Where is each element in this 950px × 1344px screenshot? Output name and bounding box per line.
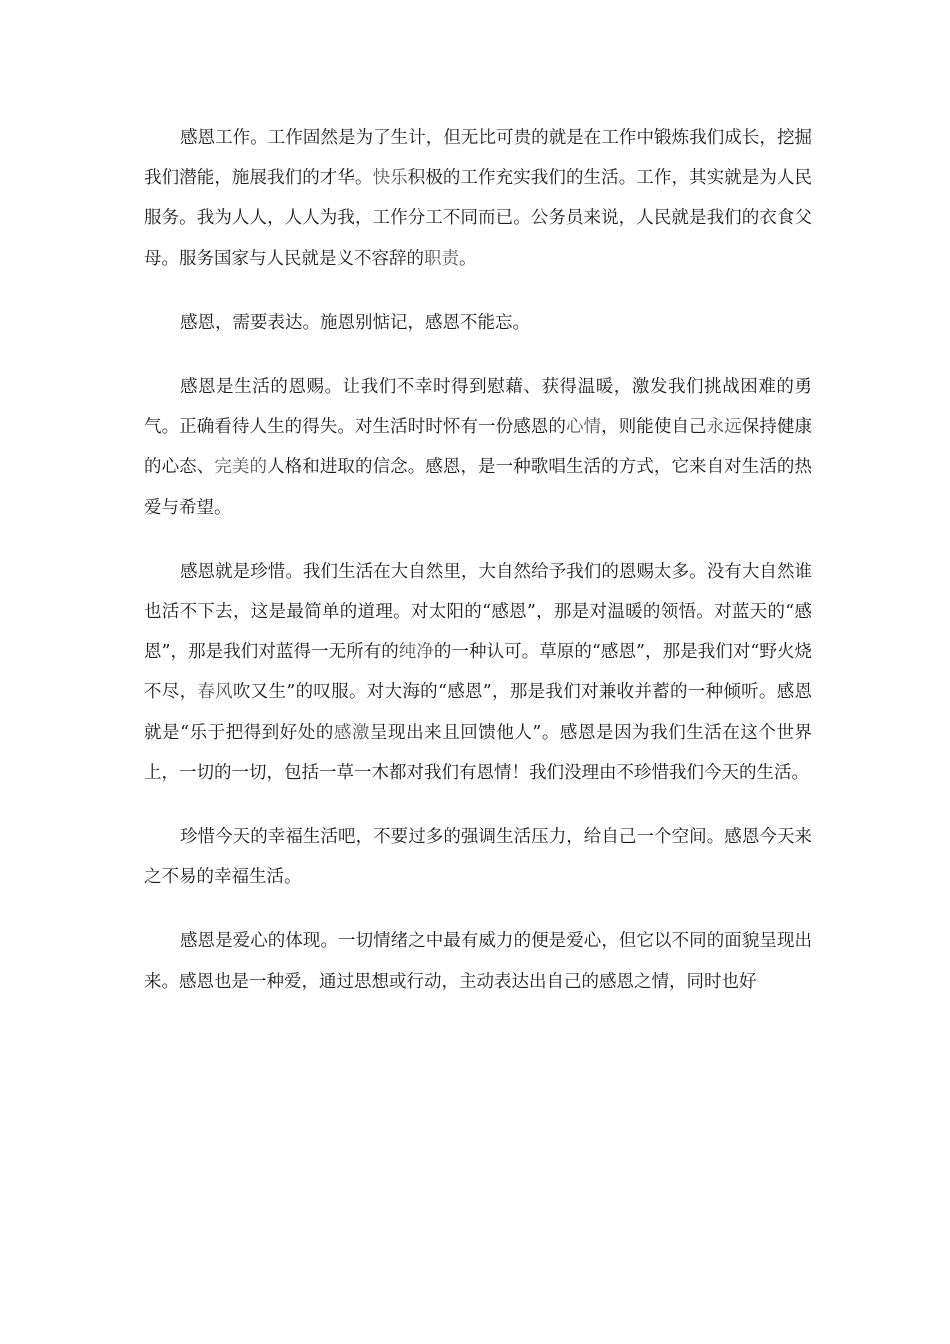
- paragraph-text: 珍惜今天的幸福生活吧，不要过多的强调生活压力，给自己一个空间。感恩今天来之不易的幸福生活。: [144, 827, 812, 888]
- paragraph-gratitude-gift: [144, 367, 812, 528]
- paragraph-text: 吹又生”的叹服。对大海的“感恩”，那是我们对兼收并蓄的一种倾听。感恩就是“乐于把得到好处的: [144, 682, 813, 743]
- link-text-ganji[interactable]: 感激: [333, 722, 371, 743]
- paragraph-text: 积极的工作充实我们的生活。工作，其实就是为人民服务。我为人人，人人为我，工作分工不同而已。公务员来说，人民就是我们的衣食父母。服务国家与人民就是义不容辞的: [144, 168, 813, 269]
- paragraph-cherish-today: [144, 817, 812, 897]
- paragraph-text: 感恩工作。工作固然是为了生计，但无比可贵的就是在工作中锻炼我们成长，挖掘我们潜能，施展我们的才华。: [144, 128, 812, 189]
- link-text-yongyuan[interactable]: 永远: [706, 417, 742, 438]
- paragraph-text: 。: [459, 248, 477, 269]
- link-text-chunjing[interactable]: 纯净: [398, 642, 434, 663]
- link-text-xinqing[interactable]: 心情: [565, 417, 602, 438]
- paragraph-text: ，则能使自己: [601, 417, 707, 438]
- link-text-zhize[interactable]: 职责: [424, 248, 459, 269]
- paragraph-text: 感恩，需要表达。施恩别惦记，感恩不能忘。: [180, 312, 530, 333]
- link-text-kuaile[interactable]: 快乐: [372, 168, 408, 189]
- paragraph-gratitude-love: [144, 921, 812, 1001]
- paragraph-text: 感恩是爱心的体现。一切情绪之中最有威力的便是爱心，但它以不同的面貌呈现出来。感恩也是一种爱，通过思想或行动，主动表达出自己的感恩之情，同时也好: [144, 931, 812, 992]
- paragraph-gratitude-cherish: [144, 552, 812, 793]
- paragraph-text: 感恩就是珍惜。我们生活在大自然里，大自然给予我们的恩赐太多。没有大自然谁也活不下去，这是最简单的道理。对太阳的“感恩”，那是对温暖的领悟。对蓝天的“感恩”，那是我们对蓝得一无所有的: [144, 561, 812, 663]
- paragraph-text: 呈现出来且回馈他人”。感恩是因为我们生活在这个世界上，一切的一切，包括一草一木都对我们有恩情！我们没理由不珍惜我们今天的生活。: [144, 722, 812, 783]
- paragraph-gratitude-work: [144, 118, 812, 279]
- document-body: [144, 118, 812, 1026]
- paragraph-text: 人格和进取的信念。感恩，是一种歌唱生活的方式，它来自对生活的热爱与希望。: [144, 457, 813, 518]
- paragraph-text: 感恩是生活的恩赐。让我们不幸时得到慰藉、获得温暖，激发我们挑战困难的勇气。正确看待人生的得失。对生活时时怀有一份感恩的: [144, 377, 812, 438]
- paragraph-express-gratitude: [144, 303, 812, 343]
- link-text-wanmeide[interactable]: 完美的: [214, 457, 268, 478]
- link-text-chunfeng[interactable]: 春风: [197, 682, 233, 703]
- paragraph-text: 保持健康的心态、: [144, 417, 813, 478]
- paragraph-text: 的一种认可。草原的“感恩”，那是我们对“野火烧不尽，: [144, 642, 813, 703]
